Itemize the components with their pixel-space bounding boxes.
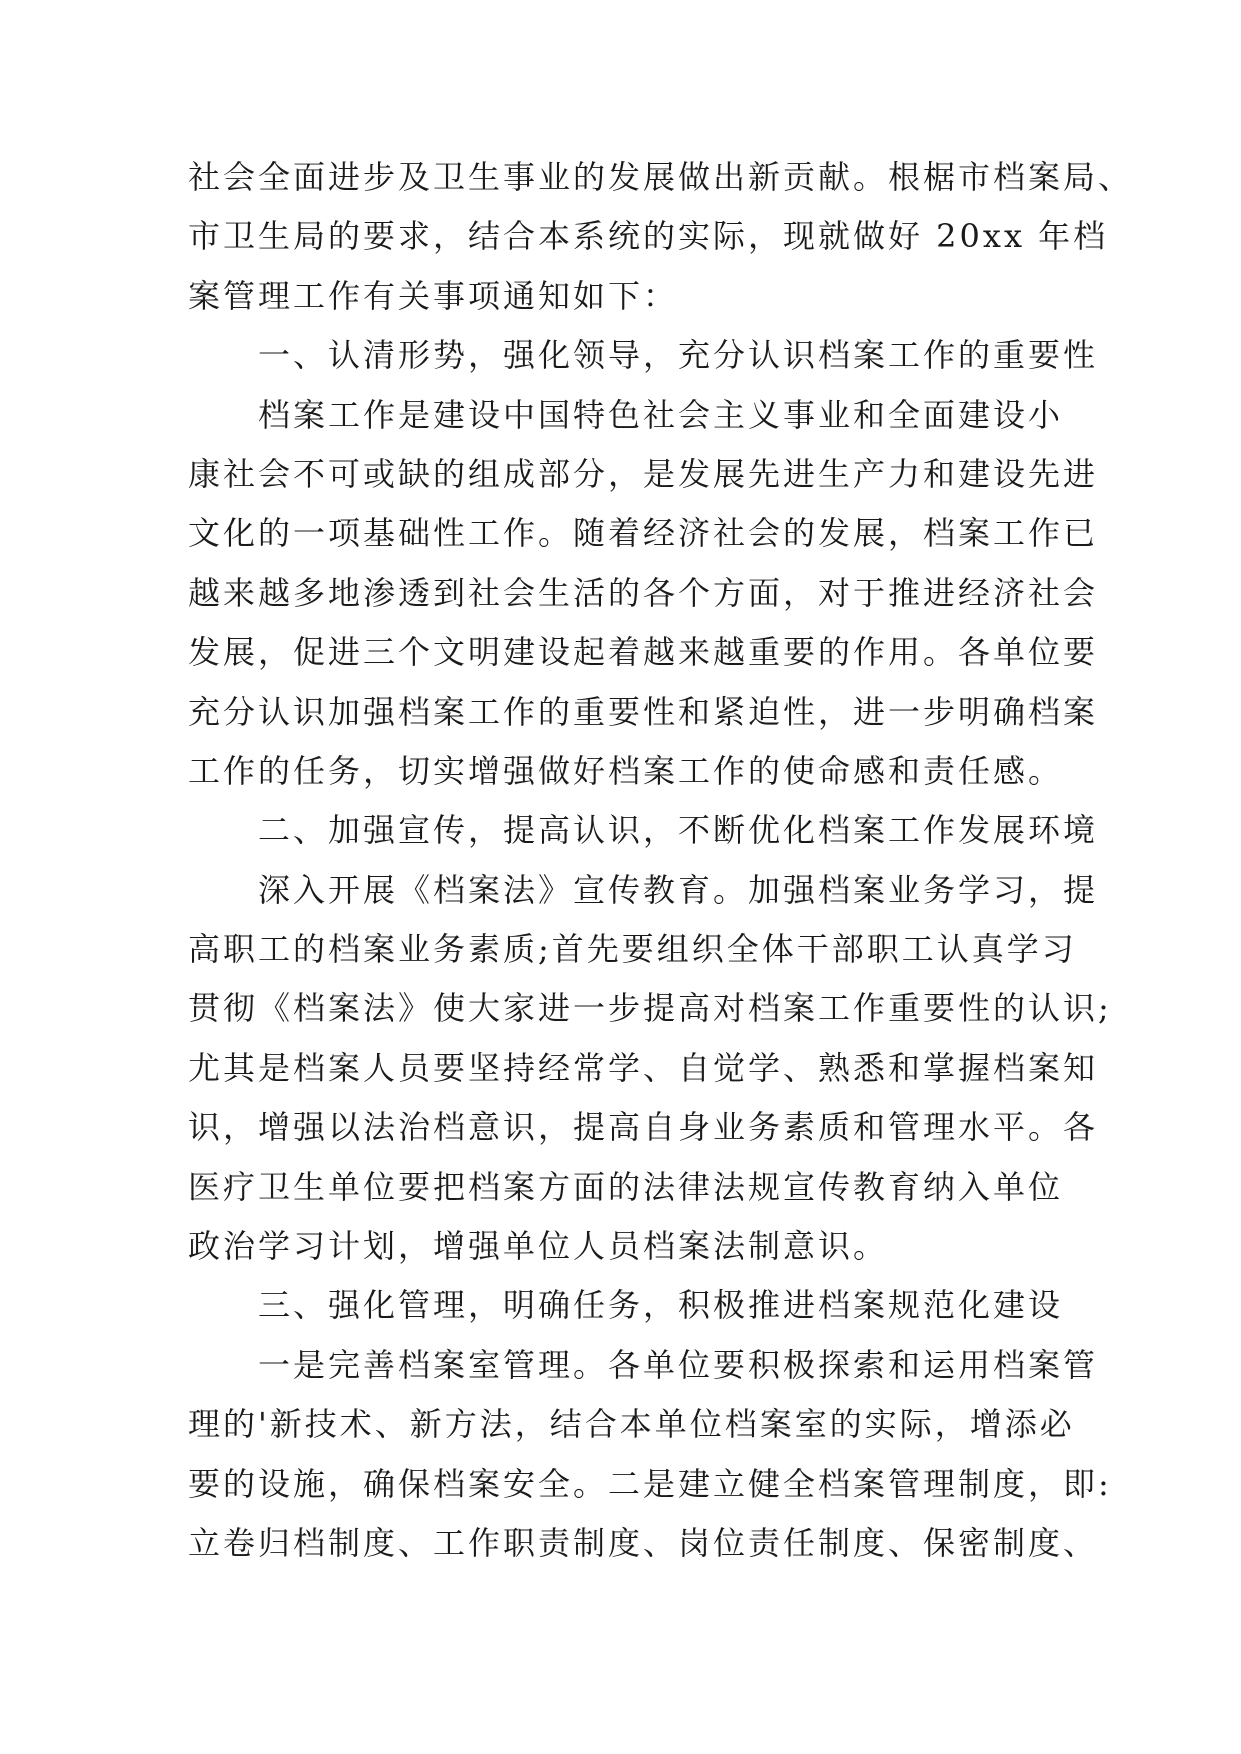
text-line: 发展，促进三个文明建设起着越来越重要的作用。各单位要	[188, 633, 1099, 672]
text-line: 高职工的档案业务素质;首先要组织全体干部职工认真学习	[188, 930, 1077, 969]
paragraph-first-line: 一、认清形势，强化领导，充分认识档案工作的重要性	[258, 336, 1099, 375]
text-line: 市卫生局的要求，结合本系统的实际，现就做好 20xx 年档	[188, 217, 1109, 256]
paragraph-first-line: 二、加强宣传，提高认识，不断优化档案工作发展环境	[258, 811, 1099, 850]
text-line: 识，增强以法治档意识，提高自身业务素质和管理水平。各	[188, 1108, 1099, 1147]
text-line: 充分认识加强档案工作的重要性和紧迫性，进一步明确档案	[188, 692, 1099, 731]
text-line: 贯彻《档案法》使大家进一步提高对档案工作重要性的认识;	[188, 989, 1112, 1028]
text-line: 理的'新技术、新方法，结合本单位档案室的实际，增添必	[188, 1405, 1075, 1444]
text-line: 立卷归档制度、工作职责制度、岗位责任制度、保密制度、	[188, 1523, 1099, 1562]
text-line: 康社会不可或缺的组成部分，是发展先进生产力和建设先进	[188, 454, 1099, 493]
document-body	[188, 148, 1134, 1573]
text-line: 要的设施，确保档案安全。二是建立健全档案管理制度，即:	[188, 1464, 1112, 1503]
text-line: 越来越多地渗透到社会生活的各个方面，对于推进经济社会	[188, 573, 1099, 612]
text-line: 社会全面进步及卫生事业的发展做出新贡献。根椐市档案局、	[188, 158, 1134, 196]
text-line: 医疗卫生单位要把档案方面的法律法规宣传教育纳入单位	[188, 1167, 1064, 1206]
text-line: 案管理工作有关事项通知如下：	[188, 276, 679, 315]
paragraph-first-line: 档案工作是建设中国特色社会主义事业和全面建设小	[258, 395, 1064, 434]
paragraph-first-line: 深入开展《档案法》宣传教育。加强档案业务学习，提	[258, 870, 1099, 909]
text-line: 工作的任务，切实增强做好档案工作的使命感和责任感。	[188, 751, 1064, 790]
paragraph-first-line: 一是完善档案室管理。各单位要积极探索和运用档案管	[258, 1345, 1099, 1384]
paragraph-first-line: 三、强化管理，明确任务，积极推进档案规范化建设	[258, 1286, 1064, 1325]
text-line: 文化的一项基础性工作。随着经济社会的发展，档案工作已	[188, 514, 1099, 553]
text-line: 尤其是档案人员要坚持经常学、自觉学、熟悉和掌握档案知	[188, 1048, 1099, 1087]
text-line: 政治学习计划，增强单位人员档案法制意识。	[188, 1227, 889, 1266]
